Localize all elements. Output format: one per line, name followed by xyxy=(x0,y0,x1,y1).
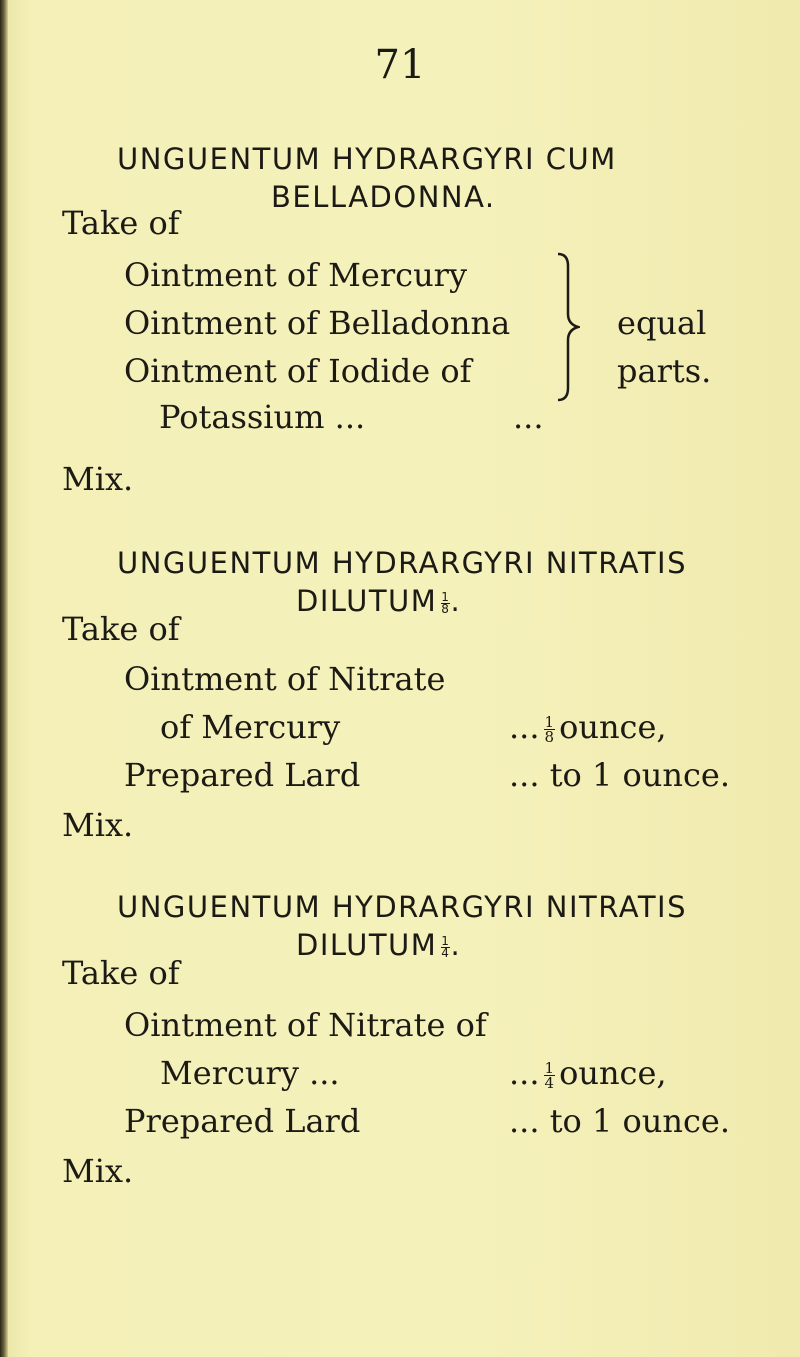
ingredient-quantity: ... to 1 ounce. xyxy=(509,756,731,794)
ingredient-ointment-of-nitrate-of: Ointment of Nitrate of xyxy=(124,1006,487,1044)
page-edge xyxy=(0,0,8,1357)
ingredient-mercury: Mercury ... xyxy=(160,1054,340,1092)
quantity-fraction: $\frac{1}{8}$ xyxy=(544,713,555,746)
page-number: 71 xyxy=(374,42,426,88)
ingredient-ointment-of-belladonna: Ointment of Belladonna xyxy=(124,304,511,342)
ingredient-of-mercury: of Mercury xyxy=(160,708,341,746)
recipe-title-line1: UNGUENTUM HYDRARGYRI NITRATIS xyxy=(117,890,687,924)
quantity-fraction: $\frac{1}{4}$ xyxy=(544,1059,555,1092)
recipe-title-line2: DILUTUM $\frac{1}{8}$ . xyxy=(296,584,462,618)
recipe-title-line2: DILUTUM $\frac{1}{4}$ . xyxy=(296,928,462,962)
ingredient-prepared-lard: Prepared Lard xyxy=(124,1102,361,1140)
quantity-parts: parts. xyxy=(617,352,712,390)
recipe-title-line2: BELLADONNA. xyxy=(271,180,496,214)
mix-instruction: Mix. xyxy=(62,1152,134,1190)
ingredient-potassium: Potassium ... xyxy=(159,398,366,436)
brace-icon xyxy=(556,252,580,402)
ingredient-ointment-of-iodide: Ointment of Iodide of xyxy=(124,352,472,390)
quantity-equal: equal xyxy=(617,304,707,342)
mix-instruction: Mix. xyxy=(62,806,134,844)
recipe-title-line1: UNGUENTUM HYDRARGYRI CUM xyxy=(117,142,617,176)
take-of-label: Take of xyxy=(62,610,180,648)
ingredient-quantity: ... $\frac{1}{8}$ ounce, xyxy=(509,708,667,746)
ingredient-ointment-of-nitrate: Ointment of Nitrate xyxy=(124,660,446,698)
ingredient-ointment-of-mercury: Ointment of Mercury xyxy=(124,256,468,294)
mix-instruction: Mix. xyxy=(62,460,134,498)
take-of-label: Take of xyxy=(62,204,180,242)
title-fraction: $\frac{1}{8}$ xyxy=(441,589,451,616)
ingredient-dots: ... xyxy=(513,398,544,436)
ingredient-quantity: ... $\frac{1}{4}$ ounce, xyxy=(509,1054,667,1092)
ingredient-quantity: ... to 1 ounce. xyxy=(509,1102,731,1140)
ingredient-prepared-lard: Prepared Lard xyxy=(124,756,361,794)
recipe-title-line1: UNGUENTUM HYDRARGYRI NITRATIS xyxy=(117,546,687,580)
title-fraction: $\frac{1}{4}$ xyxy=(441,933,451,960)
take-of-label: Take of xyxy=(62,954,180,992)
